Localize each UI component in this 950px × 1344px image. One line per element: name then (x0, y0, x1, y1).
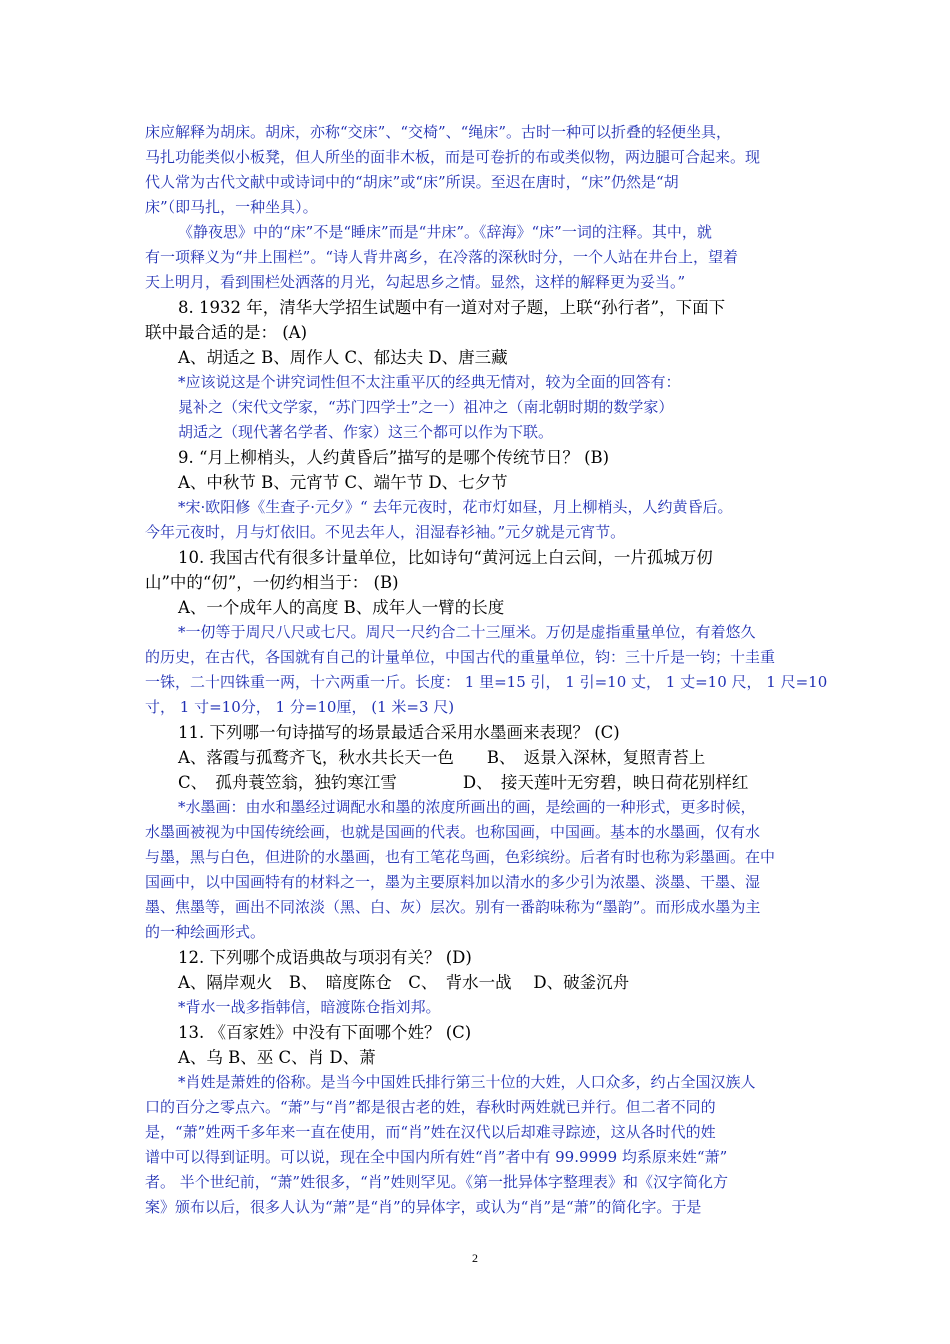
annotation-line: 是，“萧”姓两千多年来一直在使用，而“肖”姓在汉代以后却难寻踪迹，这从各时代的姓 (145, 1123, 716, 1141)
annotation-line: *肖姓是萧姓的俗称。是当今中国姓氏排行第三十位的大姓，人口众多，约占全国汉族人 (178, 1073, 756, 1091)
annotation-line: 的历史，在古代，各国就有自己的计量单位，中国古代的重量单位，钧：三十斤是一钧；十圭重 (145, 648, 776, 666)
annotation-line: 墨、焦墨等，画出不同浓淡（黑、白、灰）层次。别有一番韵味称为“墨韵”。而形成水墨为主 (145, 898, 761, 916)
annotation-line: 口的百分之零点六。“萧”与“肖”都是很古老的姓，春秋时两姓就已并行。但二者不同的 (145, 1098, 716, 1116)
annotation-line: *一仞等于周尺八尺或七尺。周尺一尺约合二十三厘米。万仞是虚指重量单位，有着悠久 (178, 623, 756, 641)
annotation-line: 胡适之（现代著名学者、作家）这三个都可以作为下联。 (178, 423, 554, 441)
question-line: 联中最合适的是： (A) (145, 323, 308, 342)
annotation-line: 与墨，黑与白色，但进阶的水墨画，也有工笔花鸟画，色彩缤纷。后者有时也称为彩墨画。在中 (145, 848, 776, 866)
annotation-line: 谱中可以得到证明。可以说，现在全中国内所有姓“肖”者中有 99.9999 均系原来姓“萧” (145, 1148, 728, 1166)
annotation-line: 天上明月，看到围栏处洒落的月光，勾起思乡之情。显然，这样的解释更为妥当。” (145, 273, 686, 291)
annotation-line: 床应解释为胡床。胡床，亦称“交床”、“交椅”、“绳床”。古时一种可以折叠的轻便坐具， (145, 123, 732, 141)
question-line: C、 孤舟蓑笠翁，独钓寒江雪 D、 接天莲叶无穷碧，映日荷花别样红 (178, 773, 749, 792)
annotation-line: *背水一战多指韩信，暗渡陈仓指刘邦。 (178, 998, 441, 1016)
question-line: A、胡适之 B、周作人 C、郁达夫 D、唐三藏 (178, 348, 508, 367)
page-number: 2 (472, 1251, 478, 1265)
annotation-line: 代人常为古代文献中或诗词中的“胡床”或“床”所误。至迟在唐时，“床”仍然是“胡 (145, 173, 679, 191)
document-body (145, 120, 828, 1220)
annotation-line: 有一项释义为“井上围栏”。“诗人背井离乡，在冷落的深秋时分，一个人站在井台上，望着 (145, 248, 739, 266)
question-line: 10. 我国古代有很多计量单位，比如诗句“黄河远上白云间，一片孤城万仞 (178, 548, 713, 567)
annotation-line: 一铢，二十四铢重一两，十六两重一斤。长度： 1 里=15 引， 1 引=10 丈， 1 丈=10 尺， 1 尺=10 (145, 673, 828, 691)
question-line: A、落霞与孤鹜齐飞，秋水共长天一色 B、 返景入深林，复照青苔上 (178, 748, 706, 767)
annotation-line: *应该说这是个讲究词性但不太注重平仄的经典无情对，较为全面的回答有： (178, 373, 681, 391)
question-line: 12. 下列哪个成语典故与项羽有关？ (D) (178, 948, 472, 967)
question-line: 9. “月上柳梢头，人约黄昏后”描写的是哪个传统节日？ (B) (178, 448, 610, 467)
question-line: 山”中的“仞”，一仞约相当于： (B) (145, 573, 399, 592)
question-line: A、一个成年人的高度 B、成年人一臂的长度 (178, 598, 505, 617)
question-line: 11. 下列哪一句诗描写的场景最适合采用水墨画来表现？ (C) (178, 723, 620, 742)
annotation-line: 水墨画被视为中国传统绘画，也就是国画的代表。也称国画，中国画。基本的水墨画，仅有水 (145, 823, 761, 841)
annotation-line: *宋·欧阳修《生查子·元夕》“ 去年元夜时，花市灯如昼，月上柳梢头，人约黄昏后。 (178, 498, 733, 516)
annotation-line: 晁补之（宋代文学家，“苏门四学士”之一）祖冲之（南北朝时期的数学家） (178, 398, 674, 416)
annotation-line: 国画中，以中国画特有的材料之一，墨为主要原料加以清水的多少引为浓墨、淡墨、干墨、湿 (145, 873, 761, 891)
question-line: 13. 《百家姓》中没有下面哪个姓？ (C) (178, 1023, 472, 1042)
question-line: A、隔岸观火 B、 暗度陈仓 C、 背水一战 D、破釜沉舟 (178, 973, 630, 992)
annotation-line: 床”（即马扎，一种坐具）。 (145, 198, 318, 216)
annotation-line: 马扎功能类似小板凳，但人所坐的面非木板，而是可卷折的布或类似物，两边腿可合起来。现 (145, 148, 761, 166)
annotation-line: *水墨画：由水和墨经过调配水和墨的浓度所画出的画，是绘画的一种形式，更多时候， (178, 798, 756, 816)
annotation-line: 今年元夜时，月与灯依旧。不见去年人，泪湿春衫袖。”元夕就是元宵节。 (145, 523, 626, 541)
question-line: A、乌 B、巫 C、肖 D、萧 (178, 1048, 376, 1067)
question-line: 8. 1932 年，清华大学招生试题中有一道对对子题，上联“孙行者”，下面下 (178, 298, 726, 317)
question-line: A、中秋节 B、元宵节 C、端午节 D、七夕节 (178, 473, 508, 492)
annotation-line: 的一种绘画形式。 (145, 923, 266, 941)
annotation-line: 《静夜思》中的“床”不是“睡床”而是“井床”。《辞海》“床”一词的注释。其中，就 (178, 223, 712, 241)
annotation-line: 案》颁布以后，很多人认为“萧”是“肖”的异体字，或认为“肖”是“萧”的简化字。于是 (145, 1198, 702, 1216)
annotation-line: 者。 半个世纪前，“萧”姓很多，“肖”姓则罕见。《第一批异体字整理表》和《汉字简化方 (145, 1173, 728, 1191)
annotation-line: 寸， 1 寸=10分， 1 分=10厘， (1 米=3 尺) (145, 698, 455, 716)
